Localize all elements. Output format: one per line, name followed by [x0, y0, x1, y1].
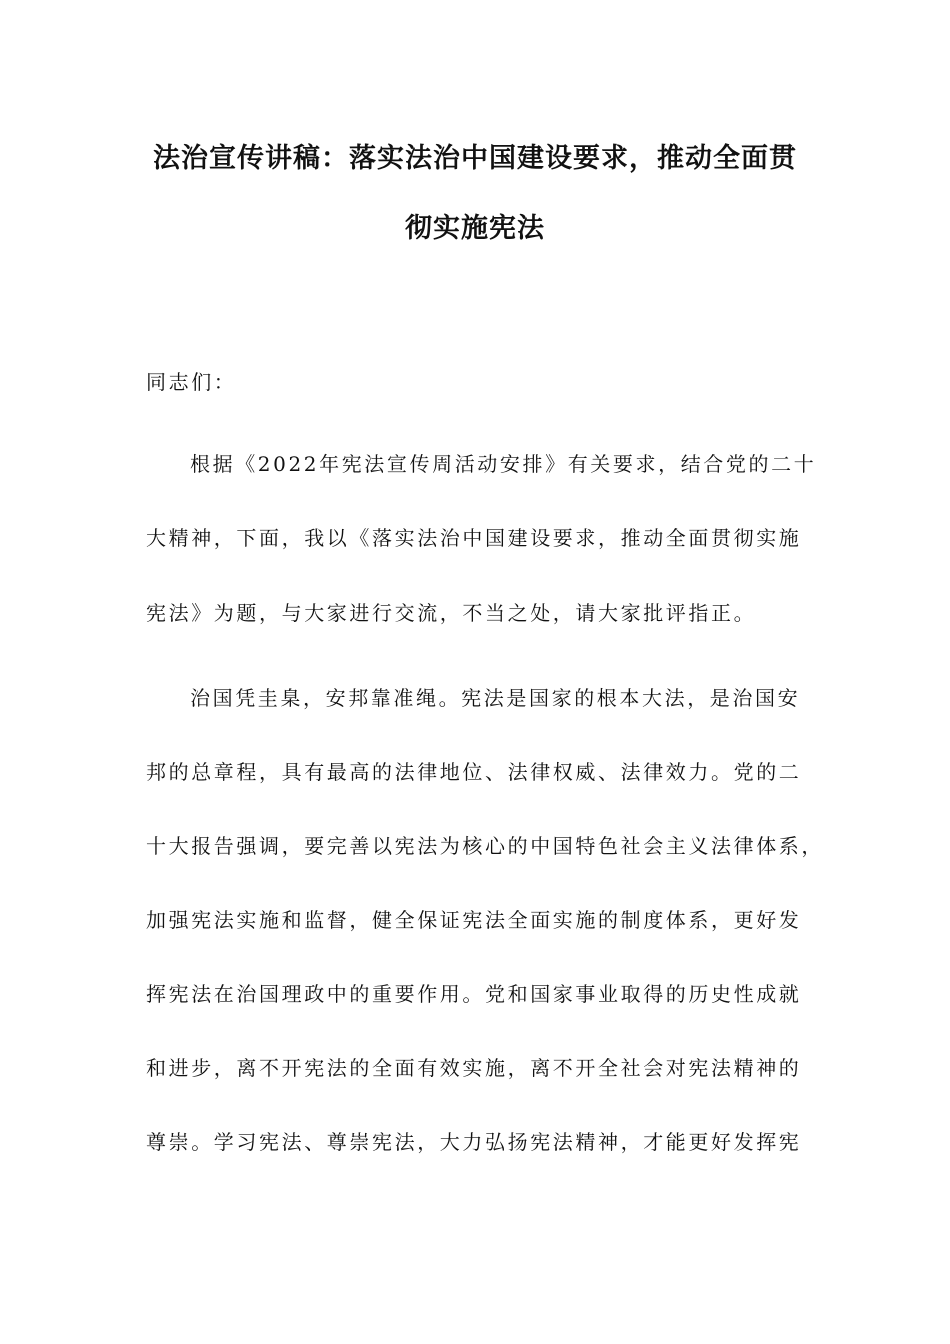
- paragraph-2-line-6: 和进步，离不开宪法的全面有效实施，离不开全社会对宪法精神的: [146, 1056, 802, 1080]
- paragraph-2-line-1: 治国凭圭臬，安邦靠准绳。宪法是国家的根本大法，是治国安: [190, 686, 801, 710]
- paragraph-2-line-3: 十大报告强调，要完善以宪法为核心的中国特色社会主义法律体系，: [146, 834, 824, 858]
- paragraph-1-line-3: 宪法》为题，与大家进行交流，不当之处，请大家批评指正。: [146, 601, 757, 625]
- document-title-line-1: 法治宣传讲稿：落实法治中国建设要求，推动全面贯: [153, 143, 797, 174]
- paragraph-1-line-1: 根据《2022年宪法宣传周活动安排》有关要求，结合党的二十: [190, 452, 817, 476]
- paragraph-2-line-2: 邦的总章程，具有最高的法律地位、法律权威、法律效力。党的二: [146, 760, 802, 784]
- salutation: 同志们：: [146, 370, 237, 394]
- paragraph-2-line-5: 挥宪法在治国理政中的重要作用。党和国家事业取得的历史性成就: [146, 982, 802, 1006]
- paragraph-2-line-7: 尊崇。学习宪法、尊崇宪法，大力弘扬宪法精神，才能更好发挥宪: [146, 1130, 802, 1154]
- paragraph-1-line-2: 大精神，下面，我以《落实法治中国建设要求，推动全面贯彻实施: [146, 526, 802, 550]
- document-title-line-2: 彻实施宪法: [405, 213, 545, 244]
- paragraph-2-line-4: 加强宪法实施和监督，健全保证宪法全面实施的制度体系，更好发: [146, 908, 802, 932]
